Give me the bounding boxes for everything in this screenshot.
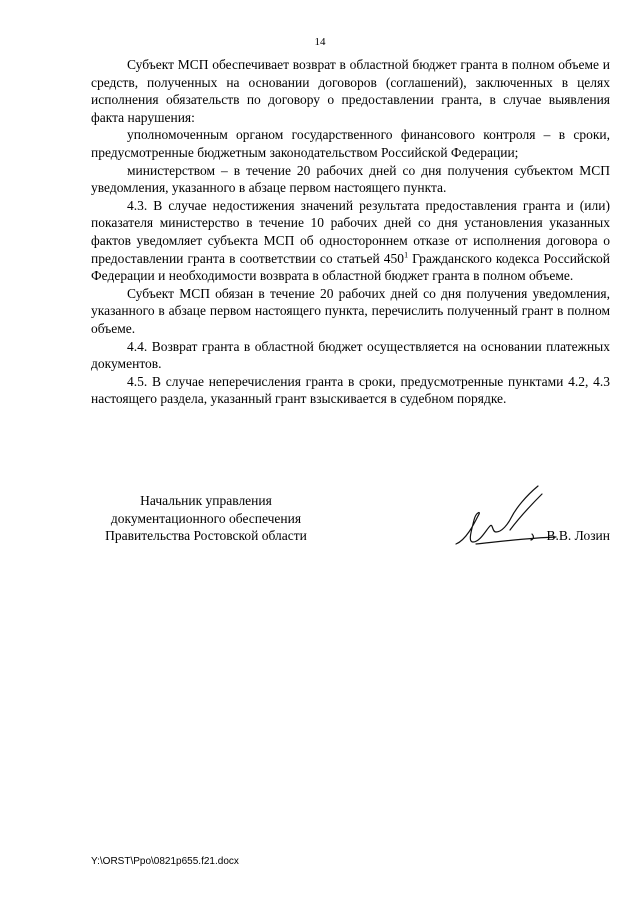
signatory-title-line-2: документационного обеспечения <box>110 510 302 526</box>
article-superscript: 1 <box>404 250 409 260</box>
signatory-title-line-1: Начальник управления <box>140 493 272 508</box>
signature-block <box>91 492 610 562</box>
paragraph-refund-obligation: Субъект МСП обеспечивает возврат в областной бюджет гранта в полном объеме и средств, полученных на основании договоров (соглашений), заключенных в целях исполнения обязательств по договору о предоставлении гранта, в случае выявления факта нарушения: <box>91 57 610 125</box>
file-path-footer: Y:\ORST\Ppo\0821p655.f21.docx <box>91 856 239 867</box>
signatory-title <box>91 492 321 545</box>
paragraph-ministry-deadline: министерством – в течение 20 рабочих дней со дня получения субъектом МСП уведомления, указанного в абзаце первом настоящего пункта. <box>91 162 610 196</box>
document-body <box>91 56 610 408</box>
paragraph-financial-control: уполномоченным органом государственного финансового контроля – в сроки, предусмотренные бюджетным законодательством Российской Федерации; <box>91 127 610 160</box>
clause-4-3-text: 4.3. В случае недостижения значений результата предоставления гранта и (или) показателя министерство в течение 10 рабочих дней со дня установления указанных фактов уведомляет субъекта МСП об одностороннем отказе от исполнения договора о предоставлении гранта в соответствии со статьей 450 <box>91 197 610 266</box>
signatory-title-line-3: Правительства Ростовской области <box>105 528 307 543</box>
paragraph-clause-4-4: 4.4. Возврат гранта в областной бюджет осуществляется на основании платежных документов. <box>91 338 610 372</box>
handwritten-signature <box>416 482 566 562</box>
paragraph-clause-4-5: 4.5. В случае неперечисления гранта в сроки, предусмотренные пунктами 4.2, 4.3 настоящего раздела, указанный грант взыскивается в судебном порядке. <box>91 373 610 407</box>
clause-4-3-continuation: Гражданского кодекса Российской Федерации и необходимости возврата в областной бюджет гранта в полном объеме. <box>91 250 610 284</box>
paragraph-clause-4-3 <box>91 197 610 285</box>
page-number: 14 <box>314 36 326 48</box>
signatory-name: В.В. Лозин <box>546 528 610 543</box>
paragraph-transfer-obligation: Субъект МСП обязан в течение 20 рабочих дней со дня получения уведомления, указанного в абзаце первом настоящего пункта, перечислить полученный грант в полном объеме. <box>91 285 610 336</box>
